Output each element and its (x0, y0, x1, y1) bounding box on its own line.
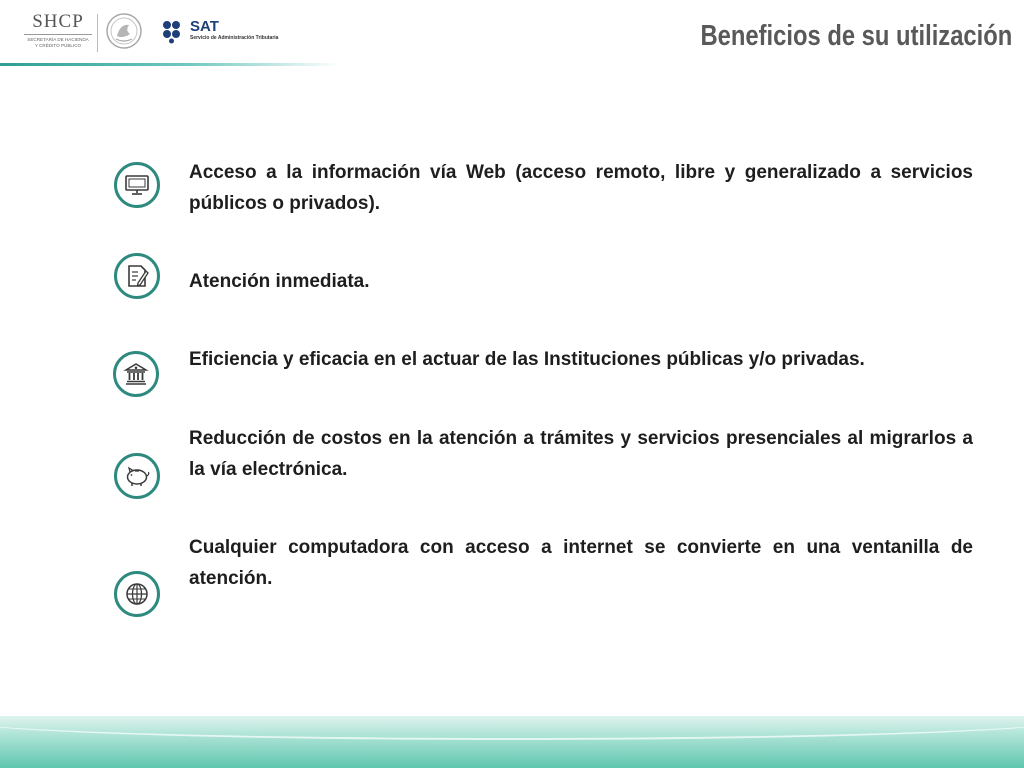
shcp-logo-line2: Y CRÉDITO PÚBLICO (34, 42, 82, 48)
benefit-text-3: Eficiencia y eficacia en el actuar de las Instituciones públicas y/o privadas. (189, 349, 865, 370)
bank-icon (113, 351, 159, 397)
globe-icon (114, 571, 160, 617)
footer-curve (0, 716, 1024, 740)
document-pen-icon (114, 253, 160, 299)
benefit-text-4: Reducción de costos en la atención a trámites y servicios presenciales al migrarlos a la vía electrónica. (189, 428, 973, 480)
shcp-logo (22, 12, 94, 48)
sat-logo (162, 20, 282, 44)
shcp-logo-name: SHCP (32, 11, 84, 32)
benefit-text-5: Cualquier computadora con acceso a internet se convierte en una ventanilla de atención. (189, 537, 973, 589)
sat-dots-icon (162, 20, 186, 44)
logo-divider (97, 14, 98, 52)
sat-logo-name: SAT (190, 18, 219, 35)
footer-band (0, 716, 1024, 768)
sat-logo-subtitle: Servicio de Administración Tributaria (190, 35, 279, 41)
monitor-icon (114, 162, 160, 208)
piggy-bank-icon (114, 453, 160, 499)
benefit-text-1: Acceso a la información vía Web (acceso remoto, libre y generalizado a servicios públicos o privados). (189, 162, 973, 214)
national-seal-icon (105, 12, 143, 50)
header-accent-line (0, 63, 340, 66)
benefit-text-2: Atención inmediata. (189, 271, 370, 292)
shcp-logo-rule (24, 34, 92, 35)
header (0, 0, 1024, 70)
shcp-logo-line1: SECRETARÍA DE HACIENDA (27, 37, 89, 42)
page-title: Beneficios de su utilización (700, 20, 1012, 52)
